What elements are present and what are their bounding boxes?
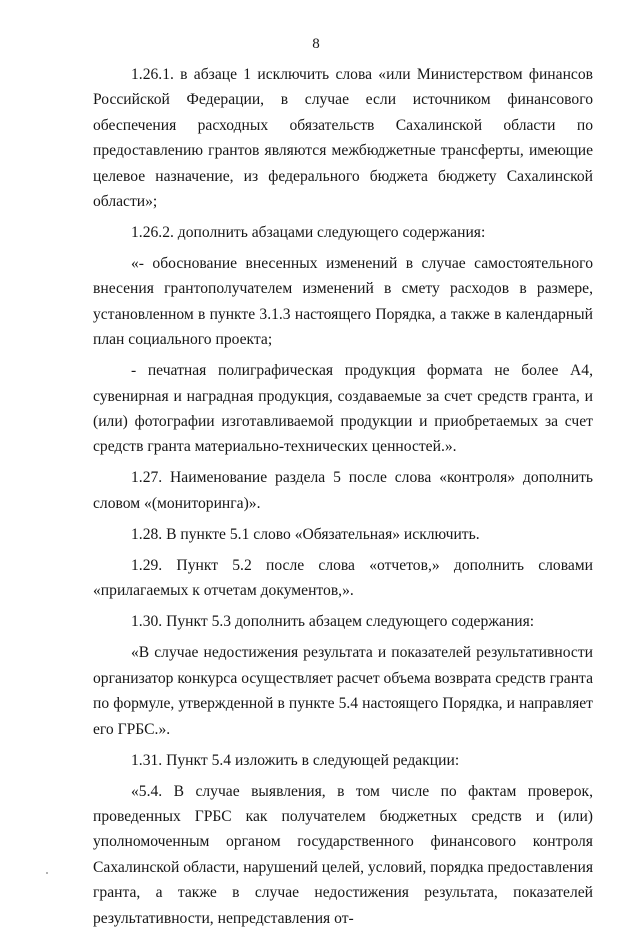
paragraph-justification-changes: «- обоснование внесенных изменений в случае самостоятельного внесения грантополучателем изменений в смету расходов в размере, установленном в пункте 3.1.3 настоящего Порядка, а также в календарный план социального проекта; — [93, 255, 593, 349]
scan-artifact-dot — [46, 872, 48, 874]
paragraph-1-27: 1.27. Наименование раздела 5 после слова «контроля» дополнить словом «(мониторинга)». — [93, 469, 593, 512]
paragraph-printed-products: - печатная полиграфическая продукция формата не более А4, сувенирная и наградная продукция, создаваемые за счет средств гранта, и (или) фотографии изготавливаемой продукции и приобретаемых за счет средств гранта материально-технических ценностей.». — [93, 362, 593, 456]
page-number: 8 — [312, 36, 320, 52]
paragraph-1-31: 1.31. Пункт 5.4 изложить в следующей редакции: — [131, 751, 460, 769]
paragraph-1-26-1: 1.26.1. в абзаце 1 исключить слова «или Министерством финансов Российской Федерации, в случае если источником финансового обеспечения расходных обязательств Сахалинской области по предоставлению грантов являются межбюджетные трансферты, имеющие целевое назначение, из федерального бюджета бюджету Сахалинской области»; — [93, 66, 593, 211]
paragraph-1-30: 1.30. Пункт 5.3 дополнить абзацем следующего содержания: — [131, 613, 535, 631]
paragraph-1-28: 1.28. В пункте 5.1 слово «Обязательная» исключить. — [131, 525, 480, 543]
document-body — [93, 62, 593, 931]
paragraph-1-26-2: 1.26.2. дополнить абзацами следующего содержания: — [131, 224, 486, 242]
paragraph-1-29: 1.29. Пункт 5.2 после слова «отчетов,» дополнить словами «прилагаемых к отчетам документов,». — [93, 556, 593, 600]
paragraph-refund-calculation: «В случае недостижения результата и показателей результативности организатор конкурса осуществляет расчет объема возврата средств гранта по формуле, утвержденной в пункте 5.4 настоящего Порядка, и направляет его ГРБС.». — [93, 644, 593, 738]
paragraph-5-4: «5.4. В случае выявления, в том числе по фактам проверок, проведенных ГРБС как получателем бюджетных средств и (или) уполномоченным органом государственного финансового контроля Сахалинской области, нарушений целей, условий, порядка предоставления гранта, а также в случае недостижения результата, показателей результативности, непредставления от- — [93, 782, 593, 927]
